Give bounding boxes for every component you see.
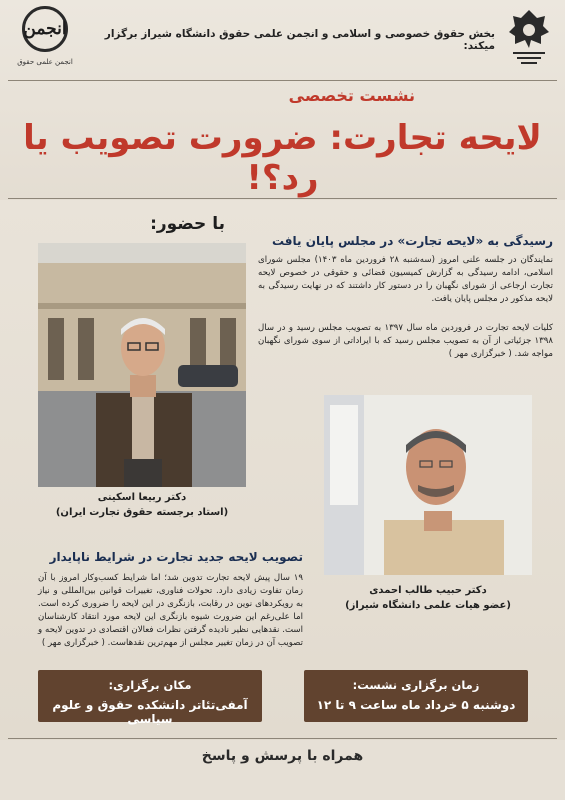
event-title: لایحه تجارت: ضرورت تصویب یا رد؟! xyxy=(23,118,542,198)
title-divider xyxy=(8,198,557,199)
venue-label: مکان برگزاری: xyxy=(108,678,192,692)
speaker1-role: (استاد برجسته حقوق تجارت ایران) xyxy=(55,507,229,518)
time-label: زمان برگزاری نشست: xyxy=(352,678,480,692)
speaker2-role: (عضو هیات علمی دانشگاه شیراز) xyxy=(345,600,511,611)
footer-divider xyxy=(8,738,557,739)
time-box xyxy=(304,670,528,722)
speaker2-caption xyxy=(324,583,532,613)
footer-text: همراه با پرسش و پاسخ xyxy=(201,748,364,764)
venue-value: آمفی‌تئاتر دانشکده حقوق و علوم سیاسی xyxy=(52,698,248,726)
presence-label: با حضور: xyxy=(150,214,225,234)
section2-paragraph: ۱۹ سال پیش لایحه تجارت تدوین شد؛ اما شرایط کسب‌وکار امروز با آن زمان تفاوت زیادی دارد. تحولات فناوری، تغییرات قوانین بین‌المللی و نیاز به رویکردهای نوین در رقابت، بازنگری در این لایحه را ضروری کرده است. اما علی‌رغم این ضرورت شیوه بازنگری این لایحه مورد انتقاد کارشناسان است. نقدهایی نظیر نادیده گرفتن نظرات فعالان اقتصادی در تدوین لایحه و تصویب آن در زمان تغییر مجلس از مهم‌ترین نقدهاست. ( خبرگزاری مهر ) xyxy=(38,573,303,648)
association-logo xyxy=(10,6,80,86)
speaker1-photo xyxy=(38,243,246,487)
section1-paragraph1: نمایندگان در جلسه علنی امروز (سه‌شنبه ۲۸ فروردین ماه ۱۴۰۳) مجلس شورای اسلامی، ادامه رسیدگی به گزارش کمیسیون قضائی و حقوقی در خصوص لایحه تجارت ارجاعی از شورای نگهبان را در دستور کار داشتند که در نهایت رسیدگی به لایحه مذکور در مجلس پایان یافت. xyxy=(258,255,553,304)
speaker1-caption xyxy=(38,490,246,520)
organizer-line: بخش حقوق خصوصی و اسلامی و انجمن علمی حقوق دانشگاه شیراز برگزار میکند: xyxy=(104,28,495,52)
association-logo-mark: انجمن xyxy=(22,6,68,52)
speaker2-name: دکتر حبیب طالب احمدی xyxy=(369,585,487,596)
section2-title: تصویب لایحه جدید تجارت در شرایط ناپایدار xyxy=(49,550,303,564)
university-logo xyxy=(507,8,551,66)
speaker2-photo xyxy=(324,395,532,575)
speaker1-name: دکتر ربیعا اسکینی xyxy=(97,492,187,503)
venue-box xyxy=(38,670,262,726)
session-label: نشست تخصصی xyxy=(288,86,415,105)
section1-paragraph2: کلیات لایحه تجارت در فروردین ماه سال ۱۳۹۷ به تصویب مجلس رسید و در سال ۱۳۹۸ جزئیاتی از آن به تصویب مجلس رسید که با ایراداتی از سوی شورای نگهبان مواجه شد. ( خبرگزاری مهر ) xyxy=(258,323,553,359)
section1-title: رسیدگی به «لایحه تجارت» در مجلس پایان یافت xyxy=(271,234,553,248)
time-value: دوشنبه ۵ خرداد ماه ساعت ۹ تا ۱۲ xyxy=(316,698,516,712)
header-divider xyxy=(8,80,557,81)
association-logo-caption: انجمن علمی حقوق xyxy=(17,58,73,66)
